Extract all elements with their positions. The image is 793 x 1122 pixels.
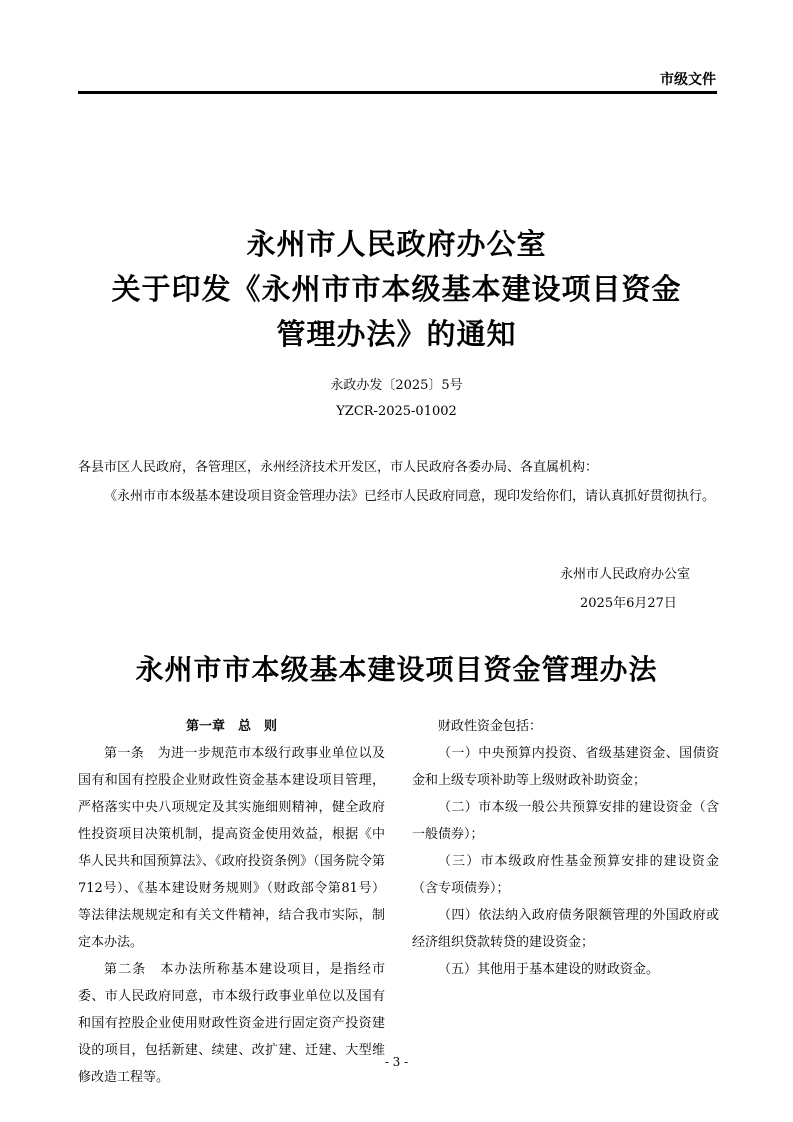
chapter-heading: 第一章 总 则 — [185, 719, 277, 734]
page-number: - 3 - — [384, 1055, 409, 1069]
right-column — [412, 713, 719, 983]
article-1: 第一条 为进一步规范市本级行政事业单位以及国有和国有控股企业财政性资金基本建设项目管理，严格落实中央八项规定及其实施细则精神，健全政府性投资项目决策机制，提高资金使用效益，根据《中华人民共和国预算法》、《政府投资条例》（国务院令第712号）、《基本建设财务规则》（财政部令第81号）等法律法规规定和有关文件精神，结合我市实际，制定本办法。 — [78, 746, 385, 950]
funds-item-5: （五）其他用于基本建设的财政资金。 — [438, 962, 660, 977]
header-label: 市级文件 — [660, 72, 716, 88]
funds-intro: 财政性资金包括： — [438, 719, 543, 734]
recipients-line: 各县市区人民政府，各管理区，永州经济技术开发区，市人民政府各委办局、各直属机构： — [78, 460, 599, 475]
funds-item-3: （三）市本级政府性基金预算安排的建设资金（含专项债券）； — [412, 854, 719, 896]
article-2: 第二条 本办法所称基本建设项目，是指经市委、市人民政府同意，市本级行政事业单位以及国有和国有控股企业使用财政性资金进行固定资产投资建设的项目，包括新建、续建、改扩建、迁建、大型维修改造工程等。 — [78, 962, 385, 1085]
funds-item-1: （一）中央预算内投资、省级基建资金、国债资金和上级专项补助等上级财政补助资金； — [412, 746, 719, 788]
funds-item-2: （二）市本级一般公共预算安排的建设资金（含一般债券）； — [412, 800, 719, 842]
document-number: 永政办发〔2025〕5号 — [330, 378, 463, 393]
regulation-title: 永州市市本级基本建设项目资金管理办法 — [135, 653, 658, 686]
left-column — [78, 713, 385, 1091]
funds-item-4: （四）依法纳入政府债务限额管理的外国政府或经济组织贷款转贷的建设资金； — [412, 908, 719, 950]
signature-date: 2025年6月27日 — [580, 596, 677, 611]
header-rule — [78, 91, 717, 94]
notice-title-line-3: 管理办法》的通知 — [276, 317, 517, 351]
notice-title-line-2: 关于印发《永州市市本级基本建设项目资金 — [111, 272, 682, 306]
document-code: YZCR-2025-01002 — [336, 404, 457, 419]
notice-title-line-1: 永州市人民政府办公室 — [246, 227, 547, 261]
notice-body: 《永州市市本级基本建设项目资金管理办法》已经市人民政府同意，现印发给你们，请认真抓好贯彻执行。 — [104, 489, 716, 504]
signature-office: 永州市人民政府办公室 — [560, 567, 691, 582]
